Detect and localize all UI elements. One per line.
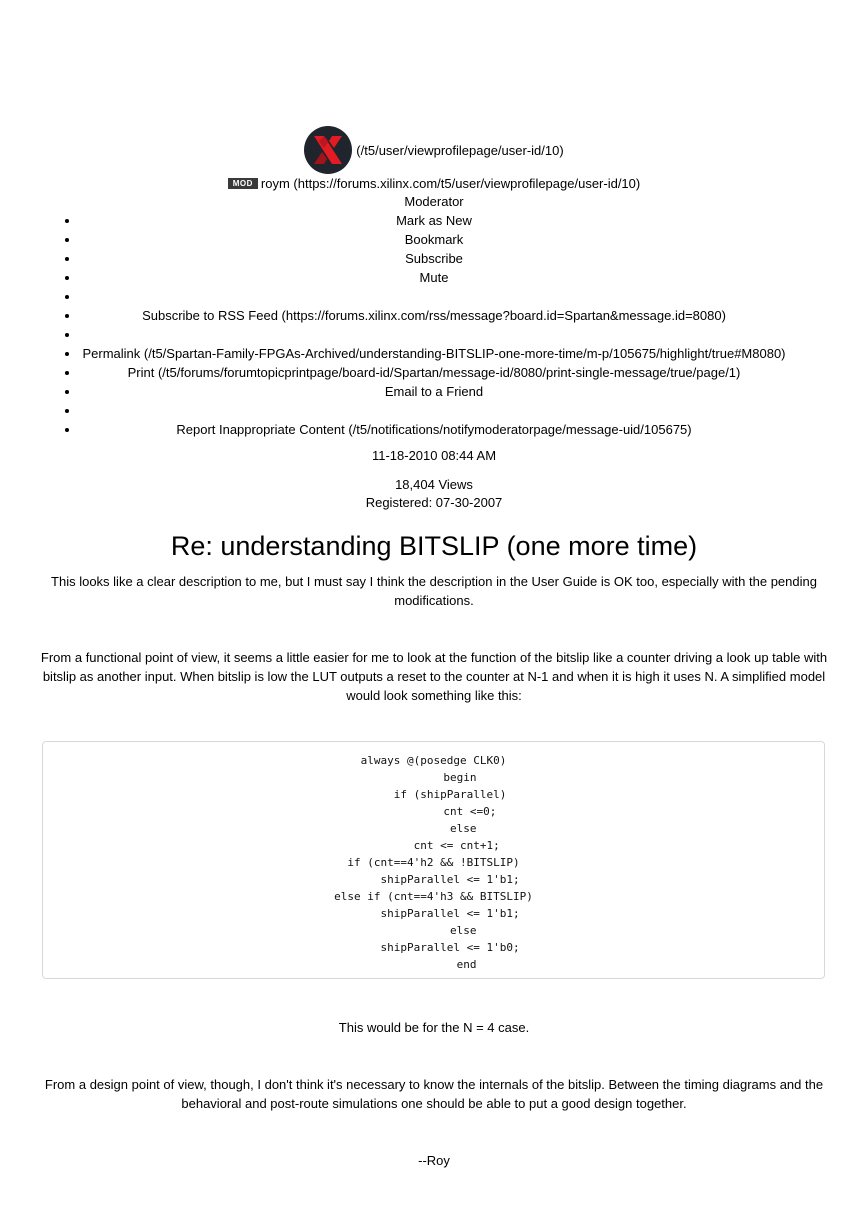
author-avatar[interactable] xyxy=(304,126,352,174)
author-avatar-row xyxy=(0,126,868,174)
menu-item-mute[interactable]: Mute xyxy=(0,268,868,287)
menu-item-mark-as-new[interactable]: Mark as New xyxy=(0,211,868,230)
author-rank: Moderator xyxy=(404,194,464,209)
menu-item-rss-feed[interactable]: Subscribe to RSS Feed (https://forums.xilinx.com/rss/message?board.id=Spartan&message.id=8080) xyxy=(0,306,868,325)
author-line xyxy=(0,175,868,192)
post-paragraph: This would be for the N = 4 case. xyxy=(338,1020,530,1035)
author-avatar-link[interactable]: (/t5/user/viewprofilepage/user-id/10) xyxy=(356,142,564,158)
menu-item-subscribe[interactable]: Subscribe xyxy=(0,249,868,268)
menu-separator xyxy=(0,325,868,344)
xilinx-logo-icon xyxy=(310,132,346,168)
post-paragraph: This looks like a clear description to me, but I must say I think the description in the User Guide is OK too, especially with the pending modifications. xyxy=(51,574,817,608)
code-content: always @(posedge CLK0) begin if (shipParallel) cnt <=0; else cnt <= cnt+1; if (cnt==4'h2 && !BITSLIP) shipParallel <= 1'b1; else if (cnt==4'h3 && BITSLIP) shipParallel <= 1'b1; else shipParallel <= 1'b0; end xyxy=(334,754,533,971)
menu-item-print[interactable]: Print (/t5/forums/forumtopicprintpage/board-id/Spartan/message-id/8080/print-single-message/true/page/1) xyxy=(0,363,868,382)
menu-item-permalink[interactable]: Permalink (/t5/Spartan-Family-FPGAs-Archived/understanding-BITSLIP-one-more-time/m-p/105675/highlight/true#M8080) xyxy=(0,344,868,363)
menu-separator xyxy=(0,401,868,420)
registered-date: Registered: 07-30-2007 xyxy=(365,495,503,510)
post-date: 11-18-2010 08:44 AM xyxy=(371,448,497,463)
moderator-badge: MOD xyxy=(228,178,258,189)
view-count: 18,404 Views xyxy=(395,477,473,492)
code-block xyxy=(42,741,825,979)
author-name-link[interactable]: roym (https://forums.xilinx.com/t5/user/viewprofilepage/user-id/10) xyxy=(260,176,641,191)
post-title: Re: understanding BITSLIP (one more time) xyxy=(170,531,698,561)
post-paragraph: From a functional point of view, it seems a little easier for me to look at the function of the bitslip like a counter driving a look up table with bitslip as another input. When bitslip is low the LUT outputs a reset to the counter at N-1 and when it is high it uses N. A simplified model would look something like this: xyxy=(40,650,828,703)
post-signature: --Roy xyxy=(418,1153,450,1168)
post-paragraph: From a design point of view, though, I don't think it's necessary to know the internals of the bitslip. Between the timing diagrams and the behavioral and post-route simulations one should be able to put a good design together. xyxy=(44,1077,824,1111)
menu-separator xyxy=(0,287,868,306)
menu-item-email-friend[interactable]: Email to a Friend xyxy=(0,382,868,401)
post-options-menu xyxy=(0,211,868,439)
menu-item-bookmark[interactable]: Bookmark xyxy=(0,230,868,249)
menu-item-report-content[interactable]: Report Inappropriate Content (/t5/notifications/notifymoderatorpage/message-uid/105675) xyxy=(0,420,868,439)
